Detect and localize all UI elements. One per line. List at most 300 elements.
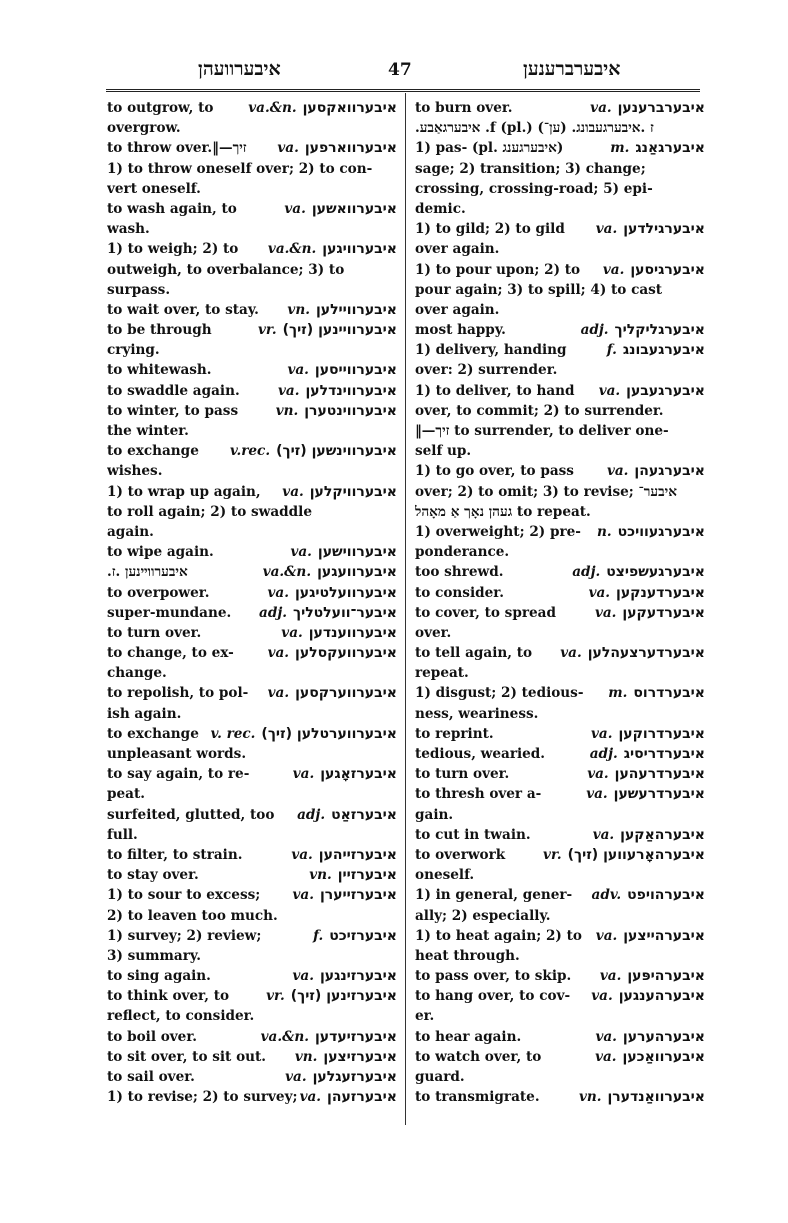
dictionary-entry [415, 825, 705, 845]
entry-definition: tedious, wearied. [415, 746, 546, 762]
entry-first-line [107, 724, 397, 744]
entry-first-line [415, 219, 705, 239]
entry-first-line [107, 98, 397, 118]
entry-grammar: va. [606, 463, 629, 480]
entry-headword: איבערברענען [617, 100, 705, 116]
dictionary-entry [415, 1027, 705, 1047]
entry-first-line [107, 683, 397, 703]
entry-definition: to sing again. [107, 968, 211, 985]
entry-continuation: over again. [415, 301, 500, 318]
entry-headword: איבערגעהן [634, 463, 705, 480]
dictionary-entry [107, 199, 397, 239]
entry-first-line [107, 643, 397, 663]
entry-definition: to thresh over a- [415, 786, 542, 803]
entry-definition: to say again, to re- [107, 766, 250, 783]
entry-headword: איבערגאַנג [635, 140, 705, 157]
entry-grammar: va. [267, 645, 290, 662]
dictionary-entry [415, 784, 705, 824]
entry-continuation: heat through. [415, 947, 520, 964]
dictionary-entry [107, 542, 397, 562]
dictionary-entry [107, 724, 397, 764]
entry-first-line [415, 522, 705, 542]
entry-grammar: va. [560, 645, 582, 662]
entry-continuation: over; 2) to omit; 3) to revise; איבער־ [415, 483, 677, 500]
entry-first-line [107, 441, 397, 461]
dictionary-entry [415, 320, 705, 340]
entry-continuation: guard. [415, 1069, 465, 1085]
dictionary-entry [107, 441, 397, 481]
entry-first-line [107, 986, 397, 1006]
entry-headword: איבערווייסען [314, 362, 397, 379]
entry-grammar: va. [299, 1089, 322, 1106]
dictionary-entry [107, 239, 397, 300]
entry-grammar: m. [608, 685, 628, 702]
entry-grammar: va. [587, 766, 609, 783]
entry-definition: to throw over.‖—זיך [107, 140, 247, 157]
dictionary-entry [107, 1087, 397, 1107]
right-column [415, 98, 705, 1107]
entry-headword: איבערדרעשען [613, 786, 705, 803]
entry-grammar: v.rec. [229, 443, 271, 460]
entry-headword: איבערדענקען [616, 584, 705, 601]
entry-headword: איבערהאַקען [620, 826, 705, 843]
entry-headword: איבערהאָרעווען (זיך) [567, 846, 705, 863]
dictionary-entry [107, 381, 397, 401]
entry-definition: 1) to gild; 2) to gild [415, 221, 565, 238]
entry-first-line [107, 1067, 397, 1087]
entry-continuation: outweigh, to overbalance; 3) to [107, 261, 345, 278]
entry-grammar: va. [595, 1048, 617, 1065]
entry-first-line [415, 966, 705, 986]
entry-grammar: n. [597, 523, 612, 540]
entry-grammar: adv. [591, 887, 622, 904]
entry-continuation: 1) to throw oneself over; 2) to con- [107, 160, 373, 177]
entry-definition: to watch over, to [415, 1048, 542, 1065]
dictionary-entry [107, 865, 397, 885]
entry-grammar: adj. [259, 604, 287, 621]
entry-definition: to exchange [107, 725, 199, 742]
entry-headword: איבערווישען [317, 544, 397, 561]
entry-headword: איבערהויפט [627, 887, 705, 904]
entry-first-line [107, 300, 397, 320]
entry-first-line [415, 320, 705, 340]
dictionary-entry [107, 401, 397, 441]
entry-headword: איבערדריסיג [623, 746, 705, 762]
entry-definition: super-mundane. [107, 604, 232, 621]
entry-headword: איבערוויגען [322, 241, 397, 258]
entry-continuation: pour again; 3) to spill; 4) to cast [415, 281, 663, 298]
entry-grammar: adj. [572, 564, 601, 581]
entry-headword: איבערזעהן [327, 1089, 397, 1106]
dictionary-entry [415, 603, 705, 643]
entry-headword: איבערווינדלען [305, 382, 397, 399]
entry-grammar: va. [284, 200, 306, 217]
entry-grammar: vn. [294, 1048, 318, 1065]
entry-definition: to consider. [415, 584, 504, 601]
entry-grammar: va. [290, 544, 312, 561]
entry-first-line [415, 885, 705, 905]
entry-first-line [107, 623, 397, 643]
entry-first-line [107, 199, 397, 219]
dictionary-entry [107, 885, 397, 925]
entry-continuation: 3) summary. [107, 947, 201, 964]
entry-grammar: va.&n. [262, 564, 312, 581]
entry-headword: איבערדעקען [622, 604, 705, 621]
entry-first-line [415, 340, 705, 360]
dictionary-entry [107, 300, 397, 320]
entry-definition: to change, to ex- [107, 645, 234, 662]
entry-first-line [107, 764, 397, 784]
entry-first-line [107, 482, 397, 502]
dictionary-entry [107, 1067, 397, 1087]
entry-definition: to sail over. [107, 1069, 195, 1085]
entry-grammar: va. [602, 261, 625, 278]
dictionary-entry [415, 340, 705, 380]
entry-headword: איבערדערצעהלען [587, 645, 705, 662]
entry-definition: to whitewash. [107, 362, 212, 379]
entry-definition: to outgrow, to [107, 100, 214, 116]
entry-definition: to repolish, to pol- [107, 685, 249, 702]
entry-definition: 1) to wrap up again, [107, 483, 261, 500]
entry-headword: איבערגעשפיצט [606, 564, 705, 581]
entry-grammar: f. [313, 927, 324, 944]
entry-grammar: va. [291, 846, 313, 863]
entry-continuation: sage; 2) transition; 3) change; [415, 160, 646, 177]
entry-first-line [107, 865, 397, 885]
entry-grammar: va. [287, 362, 309, 379]
entry-headword: איבערוויקלען [309, 483, 397, 500]
entry-grammar: adj. [589, 746, 618, 762]
entry-definition: 1) in general, gener- [415, 887, 573, 904]
entry-grammar: va. [595, 927, 618, 944]
dictionary-entry [415, 522, 705, 562]
entry-continuation: unpleasant words. [107, 746, 247, 762]
dictionary-entry [107, 98, 397, 138]
entry-headword: איבערזינגען [319, 968, 397, 985]
entry-definition: 1) survey; 2) review; [107, 927, 262, 944]
entry-continuation: full. [107, 826, 138, 843]
entry-continuation: ish again. [107, 705, 182, 722]
entry-definition: to be through [107, 322, 212, 339]
entry-headword: איבערזיין [337, 867, 397, 884]
entry-headword: איבערוויינען (זיך) [282, 322, 397, 339]
entry-definition: to cut in twain. [415, 826, 531, 843]
entry-headword: איבערהערען [622, 1028, 705, 1045]
dictionary-entry [415, 138, 705, 219]
entry-headword: איבערגילדען [623, 221, 705, 238]
entry-first-line [415, 1087, 705, 1107]
entry-definition: to overpower. [107, 584, 210, 601]
dictionary-entry [415, 643, 705, 683]
dictionary-entry [415, 885, 705, 925]
entry-definition: 1) delivery, handing [415, 342, 567, 359]
entry-continuation: over: 2) surrender. [415, 362, 558, 379]
entry-first-line [415, 744, 705, 764]
entry-grammar: va. [586, 786, 608, 803]
entry-first-line [415, 926, 705, 946]
dictionary-entry [415, 683, 705, 723]
entry-definition: to wipe again. [107, 544, 214, 561]
entry-grammar: vr. [266, 988, 285, 1005]
entry-definition: 1) pas- (pl. איבערגענג) [415, 140, 564, 157]
entry-definition: most happy. [415, 322, 506, 339]
entry-definition: to winter, to pass [107, 402, 239, 419]
entry-first-line [107, 926, 397, 946]
entry-headword: איבערזאָגען [320, 766, 397, 783]
entry-continuation: change. [107, 665, 167, 682]
dictionary-entry [107, 643, 397, 683]
entry-grammar: va. [285, 1069, 307, 1085]
entry-first-line [107, 381, 397, 401]
entry-headword: איבערווענדען [308, 624, 397, 641]
entry-headword: איבערוועקסלען [295, 645, 397, 662]
entry-first-line [107, 138, 397, 158]
entry-grammar: vr. [258, 322, 277, 339]
entry-first-line [107, 845, 397, 865]
entry-definition: to think over, to [107, 988, 230, 1005]
dictionary-entry [415, 845, 705, 885]
entry-headword: איבערגליקליך [614, 322, 705, 339]
entry-grammar: va. [292, 766, 315, 783]
entry-first-line [415, 784, 705, 804]
entry-continuation: ponderance. [415, 544, 510, 561]
dictionary-entry [107, 926, 397, 966]
entry-first-line [107, 562, 397, 582]
dictionary-entry [415, 381, 705, 462]
dictionary-entry [415, 986, 705, 1026]
entry-definition: to sit over, to sit out. [107, 1048, 267, 1065]
entry-grammar: vn. [275, 402, 299, 419]
entry-first-line [415, 603, 705, 623]
dictionary-entry [107, 482, 397, 543]
entry-definition: 1) to deliver, to hand [415, 382, 575, 399]
entry-headword: איבערגעבונג [622, 342, 705, 359]
entry-definition: to boil over. [107, 1028, 197, 1045]
entry-headword: איבערוואַכען [622, 1048, 705, 1065]
dictionary-entry [415, 926, 705, 966]
entry-definition: to hear again. [415, 1028, 522, 1045]
entry-grammar: adj. [297, 806, 326, 823]
entry-definition: 1) to revise; 2) to survey; [107, 1089, 298, 1106]
dictionary-entry [107, 805, 397, 845]
entry-headword: איבערגעוויכט [617, 523, 705, 540]
dictionary-entry [107, 966, 397, 986]
entry-first-line [415, 845, 705, 865]
entry-grammar: va. [588, 584, 611, 601]
entry-definition: 1) to go over, to pass [415, 463, 574, 480]
entry-continuation: demic. [415, 200, 466, 217]
entry-headword: איבערוואַנדערן [607, 1089, 705, 1106]
entry-headword: איבערזינען (זיך) [290, 988, 397, 1005]
entry-headword: איבערגעבען [626, 382, 705, 399]
entry-headword: איבערדרוס [633, 685, 705, 702]
entry-continuation: over again. [415, 241, 500, 258]
entry-definition: 1) to pour upon; 2) to [415, 261, 581, 278]
entry-headword: איבערדרוקען [618, 725, 705, 742]
entry-first-line [107, 966, 397, 986]
entry-headword: איבערוואשען [311, 200, 397, 217]
entry-first-line [415, 764, 705, 784]
entry-definition: to turn over. [415, 766, 510, 783]
dictionary-entry [415, 98, 705, 138]
entry-grammar: va. [277, 140, 299, 157]
entry-definition: to turn over. [107, 624, 202, 641]
entry-first-line [107, 885, 397, 905]
entry-definition: too shrewd. [415, 564, 504, 581]
entry-first-line [415, 683, 705, 703]
entry-grammar: va. [278, 382, 300, 399]
entry-definition: to stay over. [107, 867, 199, 884]
left-column [107, 98, 397, 1107]
entry-definition: to wash again, to [107, 200, 237, 217]
dictionary-entry [415, 744, 705, 764]
entry-first-line [107, 360, 397, 380]
entry-definition: to reprint. [415, 725, 494, 742]
dictionary-entry [107, 845, 397, 865]
entry-first-line [415, 260, 705, 280]
entry-grammar: va. [595, 221, 618, 238]
entry-headword: איבערוואקסען [302, 100, 397, 116]
entry-definition: 1) to weigh; 2) to [107, 241, 239, 258]
entry-headword: איבערהיפּען [627, 968, 705, 985]
entry-definition: to hang over, to cov- [415, 988, 571, 1005]
entry-headword: איבערזיעדען [314, 1028, 397, 1045]
entry-continuation: crossing, crossing-road; 5) epi- [415, 180, 653, 197]
dictionary-entry [107, 683, 397, 723]
entry-grammar: adj. [580, 322, 609, 339]
entry-first-line [107, 401, 397, 421]
entry-continuation: ness, weariness. [415, 705, 539, 722]
entry-grammar: v. rec. [210, 725, 256, 742]
dictionary-entry [415, 724, 705, 744]
entry-first-line [415, 138, 705, 158]
entry-definition: 1) to sour to excess; [107, 887, 261, 904]
entry-first-line [415, 98, 705, 118]
entry-grammar: va. [598, 382, 621, 399]
entry-definition: 1) disgust; 2) tedious- [415, 685, 584, 702]
entry-definition: to filter, to strain. [107, 846, 243, 863]
entry-grammar: va. [594, 604, 617, 621]
dictionary-entry [415, 260, 705, 321]
entry-grammar: va.&n. [260, 1028, 309, 1045]
entry-headword: איבערווערקסען [295, 685, 397, 702]
entry-grammar: va. [595, 1028, 617, 1045]
entry-headword: איבערזייערן [319, 887, 397, 904]
entry-continuation: oneself. [415, 867, 475, 884]
entry-first-line [415, 562, 705, 582]
dictionary-entry [415, 966, 705, 986]
dictionary-entry [107, 320, 397, 360]
entry-continuation: 2) to leaven too much. [107, 907, 278, 924]
entry-first-line [415, 986, 705, 1006]
dictionary-entry [107, 1047, 397, 1067]
entry-grammar: va.&n. [267, 241, 317, 258]
dictionary-entry [107, 986, 397, 1026]
entry-grammar: va. [590, 100, 612, 116]
dictionary-entry [415, 562, 705, 582]
dictionary-entry [415, 583, 705, 603]
entry-first-line [107, 542, 397, 562]
entry-continuation: er. [415, 1008, 435, 1025]
entry-grammar: va. [292, 887, 314, 904]
entry-definition: to wait over, to stay. [107, 301, 259, 318]
entry-continuation: to roll again; 2) to swaddle [107, 503, 312, 520]
page-number: 47 [388, 60, 412, 80]
entry-definition: to tell again, to [415, 645, 533, 662]
entry-grammar: va. [591, 988, 613, 1005]
entry-first-line [415, 583, 705, 603]
entry-first-line [107, 239, 397, 259]
dictionary-entry [415, 764, 705, 784]
entry-headword: איבערווינטערן [304, 402, 397, 419]
entry-first-line [107, 603, 397, 623]
entry-headword: איבערהענגען [618, 988, 705, 1005]
entry-continuation: reflect, to consider. [107, 1008, 255, 1025]
entry-grammar: va. [281, 624, 303, 641]
entry-headword: איבערוועגען [317, 564, 397, 581]
entry-continuation: surpass. [107, 281, 171, 298]
entry-first-line [415, 381, 705, 401]
dictionary-entry [415, 461, 705, 522]
entry-definition: 1) overweight; 2) pre- [415, 523, 581, 540]
entry-first-line [107, 320, 397, 340]
header-rule [106, 89, 700, 92]
dictionary-entry [107, 562, 397, 582]
entry-continuation: wishes. [107, 463, 163, 480]
entry-continuation: peat. [107, 786, 145, 803]
dictionary-entry [415, 1047, 705, 1087]
entry-headword: איבער־וועלטליך [292, 604, 397, 621]
entry-definition: surfeited, glutted, too [107, 806, 275, 823]
entry-grammar: va. [591, 725, 613, 742]
entry-continuation: ally; 2) especially. [415, 907, 551, 924]
entry-continuation: crying. [107, 342, 160, 359]
entry-definition: .איבערווײנען .ז [107, 564, 188, 581]
entry-first-line [107, 1047, 397, 1067]
entry-first-line [107, 805, 397, 825]
entry-definition: 1) to heat again; 2) to [415, 927, 582, 944]
entry-grammar: vr. [543, 846, 562, 863]
dictionary-entry [107, 764, 397, 804]
running-head-right: איבערברענען [523, 58, 621, 80]
entry-continuation: overgrow. [107, 120, 181, 137]
entry-headword: איבערזייהען [318, 846, 397, 863]
entry-definition: to swaddle again. [107, 382, 240, 399]
entry-grammar: vn. [578, 1089, 602, 1106]
entry-definition: to overwork [415, 846, 506, 863]
entry-definition: to burn over. [415, 100, 513, 116]
entry-headword: איבערדרעהען [614, 766, 705, 783]
entry-grammar: va. [292, 968, 314, 985]
entry-grammar: f. [606, 342, 617, 359]
entry-definition: to exchange [107, 443, 199, 460]
entry-first-line [415, 825, 705, 845]
entry-definition: to pass over, to skip. [415, 968, 572, 985]
entry-continuation: .איבערגאַבע .f (pl.) (ען־) .ז .איבערגעבונג [415, 120, 654, 137]
entry-grammar: va. [267, 584, 289, 601]
entry-continuation: over, to commit; 2) to surrender. [415, 402, 664, 419]
entry-continuation: געהן נאָך אַ מאָהל to repeat. [415, 503, 591, 520]
entry-continuation: wash. [107, 221, 150, 238]
entry-first-line [415, 643, 705, 663]
entry-headword: איבערזאַט [331, 806, 397, 823]
entry-continuation: over. [415, 624, 452, 641]
entry-headword: איבערגיסען [630, 261, 705, 278]
running-head-left: איבערוועהן [198, 58, 281, 80]
dictionary-entry [107, 603, 397, 623]
entry-first-line [415, 724, 705, 744]
entry-grammar: va. [592, 826, 615, 843]
